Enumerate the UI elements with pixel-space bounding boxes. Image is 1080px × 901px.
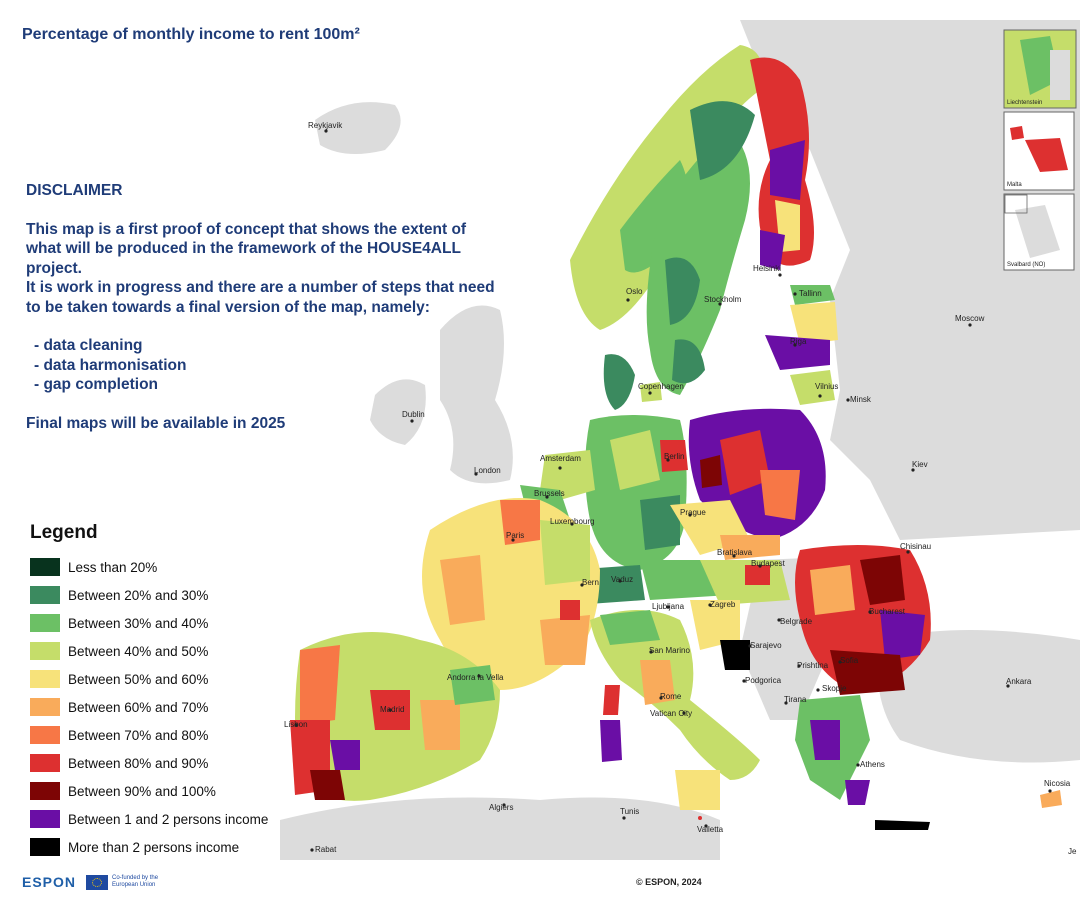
- city-label: Belgrade: [780, 617, 813, 626]
- map-title: Percentage of monthly income to rent 100m²: [22, 26, 360, 43]
- legend-swatch: [30, 726, 60, 744]
- city-label: Stockholm: [704, 295, 742, 304]
- city-label: Je: [1068, 847, 1077, 856]
- disclaimer-para1: This map is a first proof of concept that shows the extent of what will be produced in the framework of the HOUSE4ALL project.: [26, 220, 467, 277]
- legend: [30, 522, 268, 861]
- city-label: Dublin: [402, 410, 425, 419]
- city-label: Paris: [506, 531, 525, 540]
- legend-item: [30, 721, 268, 749]
- eu-flag-icon: [86, 875, 108, 890]
- city-label: Skopje: [822, 684, 847, 693]
- footer-logos: [22, 874, 172, 890]
- city-label: Algiers: [489, 803, 514, 812]
- legend-item: [30, 777, 268, 805]
- inset-malta: [1004, 112, 1074, 190]
- disclaimer-bullet: - gap completion: [34, 376, 158, 393]
- city-label: Berlin: [664, 452, 685, 461]
- legend-label: Between 50% and 60%: [68, 671, 209, 687]
- city-label: Kiev: [912, 460, 928, 469]
- disclaimer-bullet: - data harmonisation: [34, 356, 187, 374]
- legend-label: Between 20% and 30%: [68, 587, 209, 603]
- city-label: Rabat: [315, 845, 337, 854]
- legend-item: [30, 693, 268, 721]
- city-label: Tallinn: [799, 289, 822, 298]
- city-label: Valletta: [697, 825, 724, 834]
- legend-label: Between 40% and 50%: [68, 643, 209, 659]
- city-label: Bratislava: [717, 548, 753, 557]
- legend-swatch: [30, 558, 60, 576]
- city-label: Tunis: [620, 807, 640, 816]
- city-label: Lisbon: [284, 720, 308, 729]
- legend-title: Legend: [30, 522, 98, 543]
- disclaimer-heading: DISCLAIMER: [26, 182, 123, 199]
- city-label: Riga: [790, 337, 807, 346]
- city-label: Reykjavik: [308, 121, 343, 130]
- legend-swatch: [30, 614, 60, 632]
- city-label: Athens: [860, 760, 885, 769]
- city-label: Tirana: [784, 695, 807, 704]
- city-label: San Marino: [649, 646, 690, 655]
- legend-swatch: [30, 838, 60, 856]
- legend-label: More than 2 persons income: [68, 839, 240, 855]
- inset-svalbard: [1004, 194, 1074, 270]
- city-label: Chisinau: [900, 542, 932, 551]
- legend-item: [30, 609, 268, 637]
- legend-item: [30, 581, 268, 609]
- inset-liechtenstein: [1004, 30, 1076, 108]
- city-label: Zagreb: [710, 600, 736, 609]
- city-label: Copenhagen: [638, 382, 684, 391]
- legend-items: [30, 553, 268, 861]
- city-label: Amsterdam: [540, 454, 581, 463]
- city-label: Andorra la Vella: [447, 673, 504, 682]
- espon-logo: ESPON: [22, 874, 77, 890]
- city-label: Minsk: [850, 395, 871, 404]
- city-label: Luxembourg: [550, 517, 595, 526]
- legend-swatch: [30, 810, 60, 828]
- city-label: Vilnius: [815, 382, 839, 391]
- legend-label: Between 80% and 90%: [68, 755, 209, 771]
- city-label: Madrid: [380, 705, 405, 714]
- legend-label: Between 60% and 70%: [68, 699, 209, 715]
- legend-item: [30, 833, 268, 861]
- legend-swatch: [30, 670, 60, 688]
- legend-swatch: [30, 586, 60, 604]
- city-label: Moscow: [955, 314, 985, 323]
- city-label: Sarajevo: [750, 641, 782, 650]
- legend-label: Between 90% and 100%: [68, 783, 216, 799]
- city-label: Oslo: [626, 287, 643, 296]
- inset-label-svalbard: Svalbard (NO): [1007, 262, 1046, 268]
- city-label: London: [474, 466, 501, 475]
- copyright: © ESPON, 2024: [636, 877, 702, 887]
- city-label: Nicosia: [1044, 779, 1071, 788]
- city-label: Helsinki: [753, 264, 782, 273]
- inset-label-liechtenstein: Liechtenstein: [1007, 100, 1043, 106]
- disclaimer-bullet: - data cleaning: [34, 337, 143, 354]
- legend-item: [30, 665, 268, 693]
- disclaimer-para2: It is work in progress and there are a number of steps that need to be taken towards a final version of the map, namely:: [26, 279, 495, 316]
- legend-swatch: [30, 642, 60, 660]
- legend-label: Less than 20%: [68, 559, 158, 575]
- legend-swatch: [30, 698, 60, 716]
- city-label: Rome: [660, 692, 682, 701]
- legend-label: Between 70% and 80%: [68, 727, 209, 743]
- legend-label: Between 30% and 40%: [68, 615, 209, 631]
- legend-item: [30, 749, 268, 777]
- legend-swatch: [30, 754, 60, 772]
- city-label: Podgorica: [745, 676, 782, 685]
- legend-item: [30, 637, 268, 665]
- disclaimer-final: Final maps will be available in 2025: [26, 414, 286, 432]
- city-label: Brussels: [534, 489, 565, 498]
- legend-swatch: [30, 782, 60, 800]
- city-label: Bern: [582, 578, 599, 587]
- city-label: Bucharest: [869, 607, 906, 616]
- city-label: Ljubljana: [652, 602, 685, 611]
- legend-item: [30, 553, 268, 581]
- disclaimer-block: [26, 181, 496, 433]
- city-label: Prague: [680, 508, 706, 517]
- city-label: Ankara: [1006, 677, 1032, 686]
- legend-label: Between 1 and 2 persons income: [68, 811, 269, 827]
- disclaimer-bullets: [26, 336, 496, 395]
- city-label: Budapest: [751, 559, 785, 568]
- city-label: Vaduz: [611, 575, 634, 584]
- legend-item: [30, 805, 268, 833]
- city-label: Vatican City: [650, 709, 693, 718]
- inset-label-malta: Malta: [1007, 182, 1022, 188]
- cofunded-text: Co-funded by the European Union: [112, 875, 159, 888]
- city-label: Prishtina: [797, 661, 829, 670]
- city-label: Sofia: [840, 656, 859, 665]
